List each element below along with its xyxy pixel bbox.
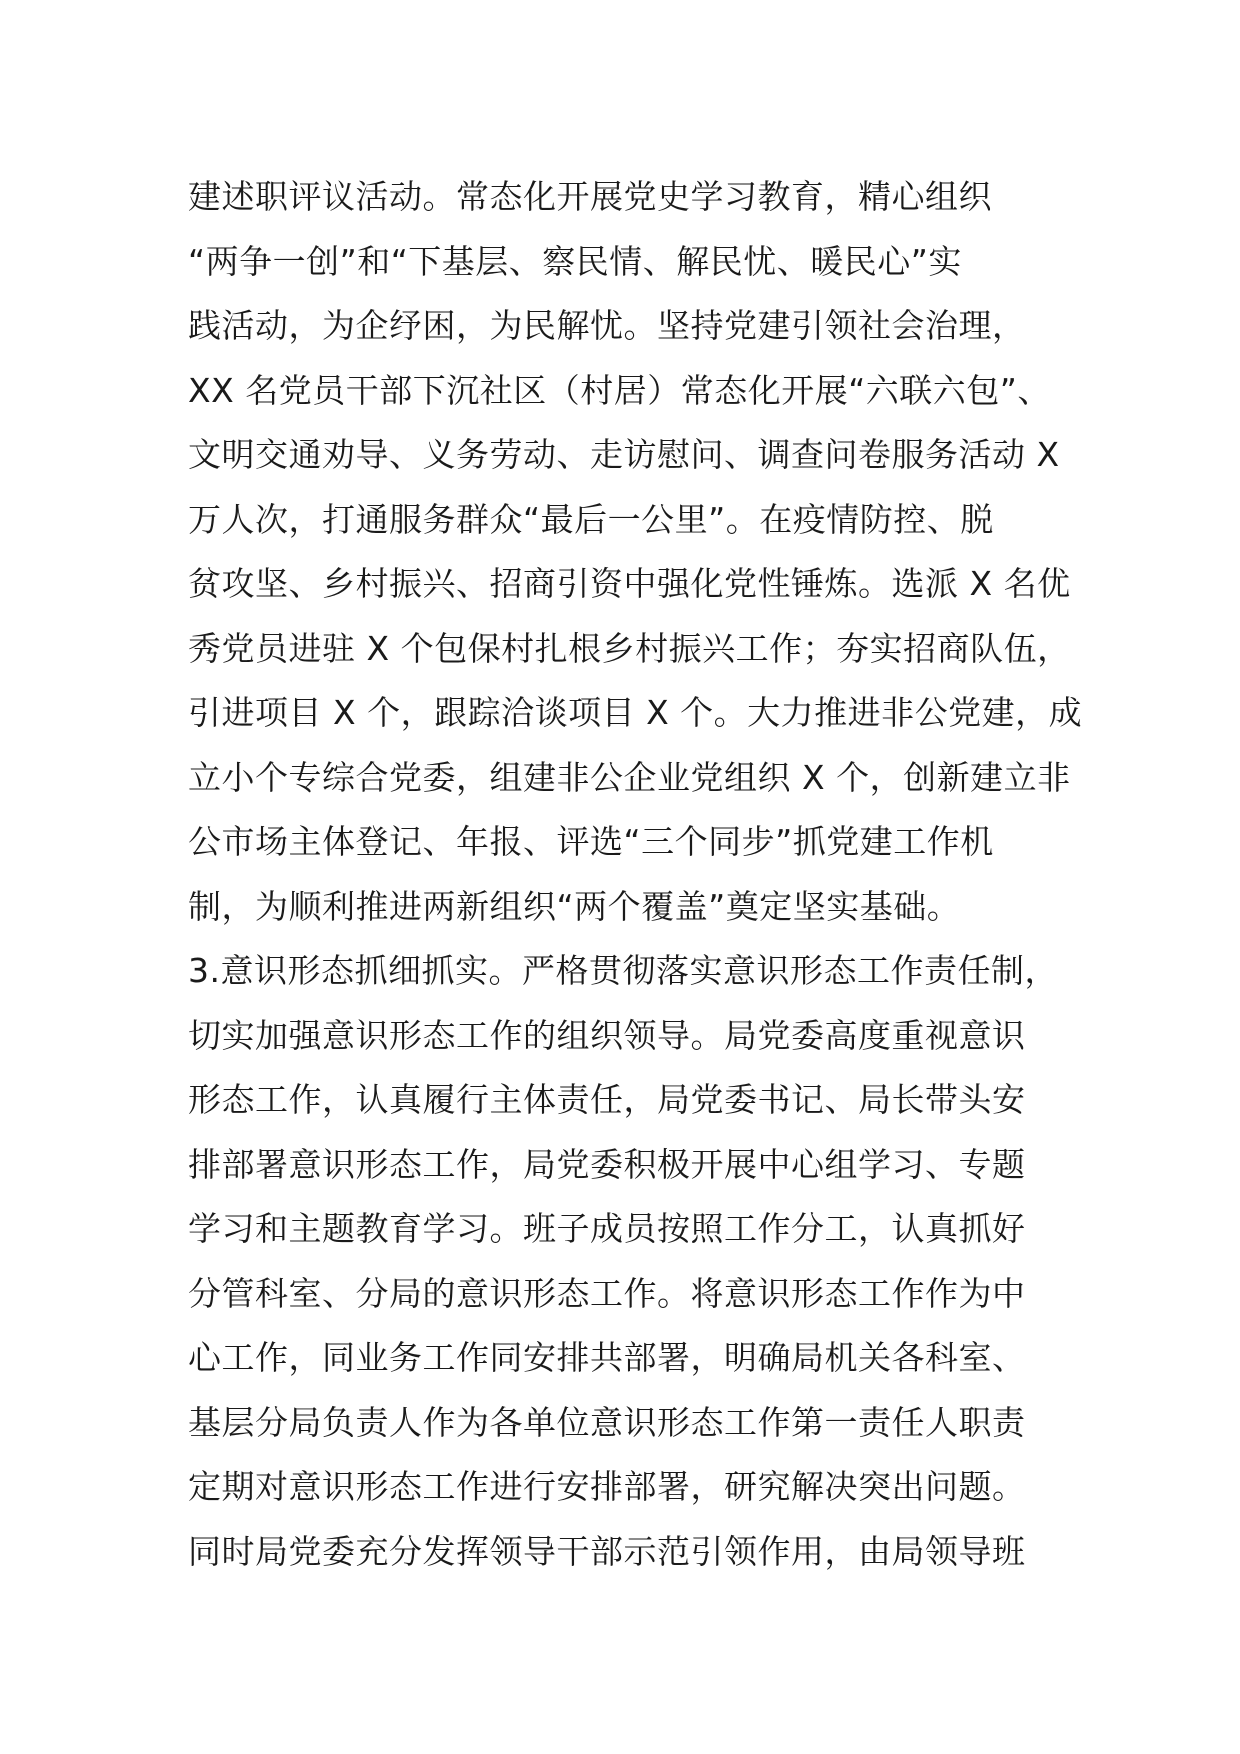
text-line: 引进项目 X 个，跟踪洽谈项目 X 个。大力推进非公党建，成 (188, 693, 1083, 732)
text-line: 形态工作，认真履行主体责任，局党委书记、局长带头安 (188, 1080, 1026, 1119)
text-line: 心工作，同业务工作同安排共部署，明确局机关各科室、 (188, 1338, 1026, 1377)
text-line: 分管科室、分局的意识形态工作。将意识形态工作作为中 (188, 1273, 1026, 1313)
text-line: 排部署意识形态工作，局党委积极开展中心组学习、专题 (188, 1144, 1026, 1184)
text-line: 学习和主题教育学习。班子成员按照工作分工，认真抓好 (188, 1209, 1026, 1248)
text-line: XX 名党员干部下沉社区（村居）常态化开展“六联六包”、 (188, 370, 1051, 410)
text-line: 秀党员进驻 X 个包保村扎根乡村振兴工作；夯实招商队伍， (188, 628, 1071, 668)
text-line: 定期对意识形态工作进行安排部署，研究解决突出问题。 (188, 1467, 1026, 1506)
text-line: 公市场主体登记、年报、评选“三个同步”抓党建工作机 (188, 822, 994, 861)
text-line: 同时局党委充分发挥领导干部示范引领作用，由局领导班 (188, 1531, 1026, 1571)
text-line: 践活动，为企纾困，为民解忧。坚持党建引领社会治理， (188, 306, 1026, 345)
text-line: 立小个专综合党委，组建非公企业党组织 X 个，创新建立非 (188, 757, 1071, 797)
text-line: 贫攻坚、乡村振兴、招商引资中强化党性锤炼。选派 X 名优 (188, 564, 1071, 603)
text-line: 文明交通劝导、义务劳动、走访慰问、调查问卷服务活动 X (188, 435, 1060, 474)
text-line: 建述职评议活动。常态化开展党史学习教育，精心组织 (188, 177, 992, 216)
text-line: 万人次，打通服务群众“最后一公里”。在疫情防控、脱 (188, 499, 994, 539)
text-line: “两争一创”和“下基层、察民情、解民忧、暖民心”实 (188, 241, 962, 281)
text-line: 基层分局负责人作为各单位意识形态工作第一责任人职责 (188, 1402, 1026, 1442)
section-heading-line: 3.意识形态抓细抓实。严格贯彻落实意识形态工作责任制， (188, 951, 1058, 990)
text-line: 切实加强意识形态工作的组织领导。局党委高度重视意识 (188, 1015, 1026, 1055)
body-text (188, 165, 1088, 1584)
text-line: 制，为顺利推进两新组织“两个覆盖”奠定坚实基础。 (188, 886, 961, 926)
